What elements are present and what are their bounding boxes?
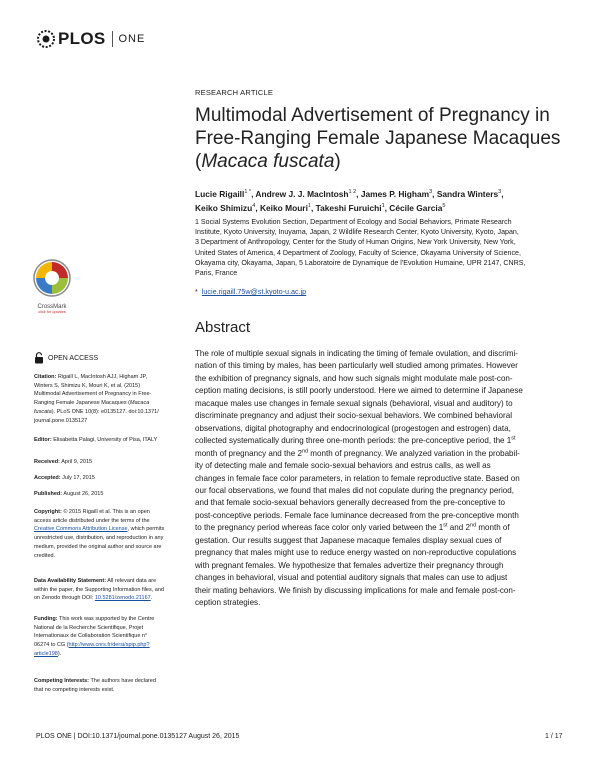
- abstract-line: their mating behaviors. We finish by discussing implications for male and female post-con-: [195, 585, 516, 595]
- plos-one-logo: [36, 28, 176, 50]
- abstract-line: ception strategies.: [195, 598, 261, 608]
- abstract-line: with pregnant females. We hypothesize that females advertize their pregnancy through: [195, 560, 504, 570]
- abstract-line: post-conceptive periods. Female face luminance decreased from the pre-conceptive month: [195, 510, 519, 520]
- article-type: RESEARCH ARTICLE: [195, 88, 274, 97]
- affiliation-line: 1 Social Systems Evolution Section, Department of Ecology and Social Behaviors, Primate Research: [195, 218, 512, 226]
- author-line: Lucie Rigaill$^{1 *}$, Andrew J. J. MacIntosh$^{1 2}$, James P. Higham$^3$, Sandra Winters$^3$,: [195, 188, 504, 199]
- copyright-block: Copyright: © 2015 Rigaill et al. This is an open access article distributed under the terms of the Creative Commons Attribution License, which permits unrestricted use, distribution, and reproduction in any medium, provided the original author and source are credited.: [34, 509, 165, 559]
- affiliation-line: 3 Department of Anthropology, Center for the Study of Human Origins, New York University, New York,: [195, 238, 516, 247]
- abstract-line: to the pregnancy period whereas face color only varied between the 1st and 2nd month of: [195, 522, 510, 533]
- abstract-line: observations, digital photography and endocrinological (progestogen and estrogen) data,: [195, 423, 511, 433]
- abstract-line: and that female socio-sexual behaviors generally decreased from the pre-conceptive to: [195, 498, 505, 508]
- received-line: Received: April 9, 2015: [34, 459, 93, 465]
- crossmark-icon: [32, 258, 72, 298]
- title-species: Macaca fuscata: [201, 151, 335, 172]
- title-line: Free-Ranging Female Japanese Macaques: [195, 128, 561, 149]
- editor-line: Editor: Elisabetta Palagi, University of Pisa, ITALY: [34, 437, 158, 443]
- funding-link[interactable]: http://www.cnrs.fr/dersi/spip.php?: [68, 642, 150, 649]
- abstract-line: gestation. Our results suggest that Japanese macaque females display sexual cues of: [195, 535, 502, 545]
- competing-interests-block: Competing Interests: The authors have declared that no competing interests exist.: [34, 678, 156, 693]
- abstract-line: changes in female face color parameters, in relation to female reproductive state. Based on: [195, 473, 520, 483]
- author[interactable]: James P. Higham: [360, 188, 430, 199]
- abstract-line: the exhibition of pregnancy signals, and how such signals might modulate male post-con-: [195, 373, 513, 383]
- author[interactable]: Keiko Mouri: [259, 202, 308, 213]
- title-line: (Macaca fuscata): [195, 151, 341, 172]
- zenodo-link[interactable]: 10.5281/zenodo.21167: [94, 595, 151, 602]
- author[interactable]: Keiko Shimizu: [195, 202, 253, 213]
- abstract-line: changes in behavioral, visual and potential auditory signals that males can use to adjust: [195, 573, 508, 583]
- citation-block: Citation: Rigaill L, MacIntosh AJJ, Higham JP, Winters S, Shimizu K, Mouri K, et al. (2015) Multimodal Advertisement of Pregnancy in Free- Ranging Female Japanese Macaques (Macaca fuscata). PLoS ONE 10(8): e0135127. doi:10.1371/ journal.pone.0135127: [34, 374, 159, 424]
- author[interactable]: Sandra Winters: [436, 188, 499, 199]
- funding-link-cont[interactable]: article198: [34, 650, 58, 657]
- open-access-label: OPEN ACCESS: [48, 354, 99, 362]
- data-availability-block: Data Availability Statement: All relevant data are within the paper, the Supporting Information files, and on Zenodo through DOI: 10.5281/zenodo.21167.: [34, 578, 164, 602]
- crossmark-sub: click for updates: [38, 310, 66, 314]
- published-line: Published: August 26, 2015: [34, 491, 104, 497]
- plos-logo-icon: [36, 29, 56, 49]
- page-number: 1 / 17: [545, 733, 563, 740]
- article-title: [195, 104, 575, 173]
- affiliation-line: Okayama city, Okayama, Japan, 5 Laboratoire de Dynamique de l'Evolution Humaine, UPR 2147, CNRS,: [195, 258, 526, 267]
- abstract-body: [195, 348, 573, 610]
- affiliation-line: Institute, Kyoto University, Inuyama, Japan, 2 Wildlife Research Center, Kyoto University, Kyoto, Japan,: [195, 228, 519, 237]
- abstract-line: discriminate pregnancy and adjust their socio-sexual behaviors. We combined behavioral: [195, 411, 512, 421]
- funding-block: Funding: This work was supported by the Centre National de la Recherche Scientifique, Projet Internationaux de Collaboration Scientifique n° 06274 to CG (http://www.cnrs.fr/dersi/spip.php? article198).: [34, 616, 155, 657]
- correspondence: [195, 287, 306, 296]
- affiliations: [195, 217, 570, 278]
- logo-divider: [112, 31, 113, 47]
- logo-journal: ONE: [118, 33, 146, 45]
- crossmark-badge[interactable]: [32, 258, 72, 314]
- logo-brand: PLOS: [58, 29, 106, 48]
- affiliation-line: Paris, France: [195, 269, 238, 278]
- abstract-line: macaque males use changes in female sexual signals (behavioral, visual and auditory) to: [195, 398, 513, 408]
- abstract-line: month of pregnancy and the 2nd month of pregnancy. We analyzed variation in the probabil-: [195, 447, 520, 458]
- abstract-line: our focal observations, we found that males did not copulate during the pregnancy period,: [195, 485, 514, 495]
- abstract-line: The role of multiple sexual signals in indicating the timing of female ovulation, and discrimi-: [195, 349, 518, 358]
- abstract-line: nation of this timing by males, has been particularly well studied among primates. However: [195, 361, 518, 371]
- author[interactable]: Andrew J. J. MacIntosh: [255, 188, 349, 199]
- abstract-line: ception mating decisions, is still poorly understood. Here we aimed to determine if Japanese: [195, 386, 523, 396]
- author[interactable]: Cécile Garcia: [389, 202, 443, 213]
- affiliation-line: United States of America, 4 Department of Zoology, Faculty of Science, Okayama University of Science,: [195, 248, 521, 257]
- crossmark-label: CrossMark: [37, 304, 67, 310]
- correspondence-marker: *: [195, 287, 198, 296]
- author-line: Keiko Shimizu$^4$, Keiko Mouri$^1$, Takeshi Furuichi$^1$, Cécile Garcia$^5$: [195, 202, 446, 213]
- correspondence-email-link[interactable]: lucie.rigaill.75w@st.kyoto-u.ac.jp: [201, 287, 307, 296]
- author[interactable]: Takeshi Furuichi: [315, 202, 382, 213]
- abstract-line: pregnancy that males might use to reduce energy wasted on non-reproductive copulations: [195, 548, 517, 558]
- abstract-line: ity of detecting male and female socio-sexual behaviors and estrus calls, as well as: [195, 461, 491, 471]
- page-footer: PLOS ONE | DOI:10.1371/journal.pone.0135127 August 26, 2015: [36, 733, 240, 740]
- title-line: Multimodal Advertisement of Pregnancy in: [195, 105, 550, 126]
- open-lock-icon: [34, 352, 44, 364]
- author-list: [195, 186, 575, 214]
- license-link[interactable]: Creative Commons Attribution License: [34, 526, 128, 533]
- open-access-badge: [34, 352, 98, 364]
- abstract-line: collected systematically during three one-month periods: the pre-conceptive period, the 1st: [195, 435, 516, 446]
- accepted-line: Accepted: July 17, 2015: [34, 475, 95, 481]
- author[interactable]: Lucie Rigaill: [195, 188, 245, 199]
- abstract-heading: Abstract: [195, 319, 251, 336]
